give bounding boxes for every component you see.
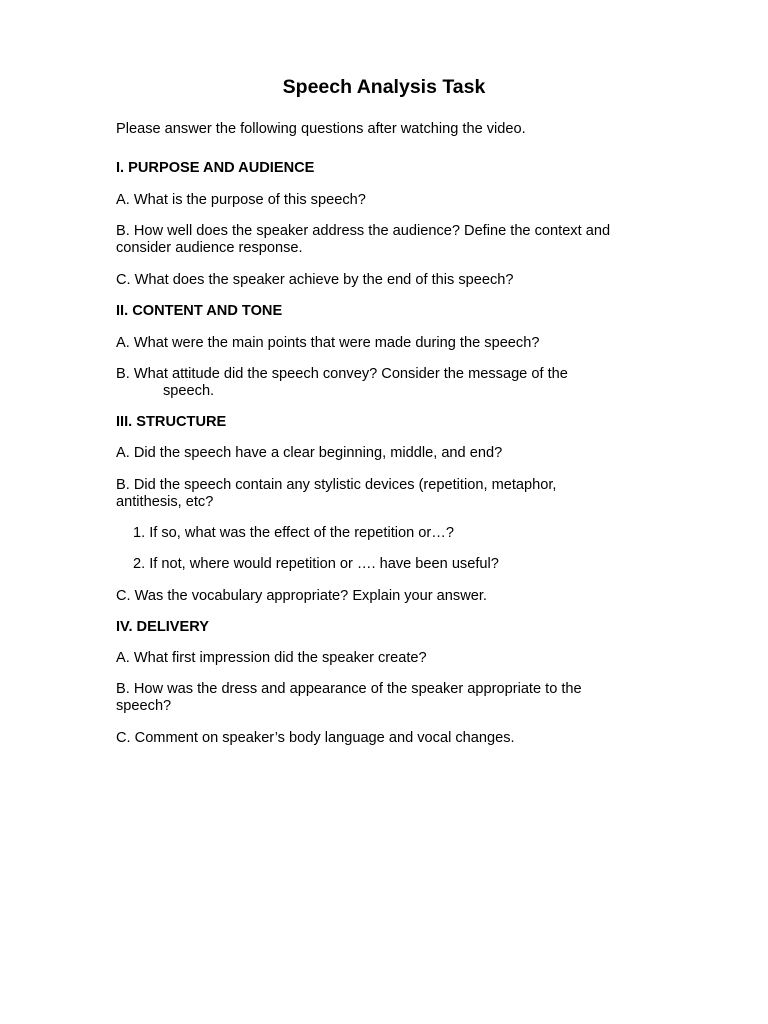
question-delivery-b-line2: speech?	[116, 698, 172, 714]
section-heading-structure: III. STRUCTURE	[116, 414, 227, 430]
section-heading-delivery: IV. DELIVERY	[116, 619, 209, 635]
question-content-a: A. What were the main points that were made during the speech?	[116, 335, 540, 351]
section-heading-content: II. CONTENT AND TONE	[116, 303, 283, 319]
question-delivery-a: A. What first impression did the speaker create?	[116, 650, 427, 666]
intro-text: Please answer the following questions after watching the video.	[116, 121, 526, 137]
question-structure-a: A. Did the speech have a clear beginning, middle, and end?	[116, 445, 503, 461]
question-purpose-c: C. What does the speaker achieve by the end of this speech?	[116, 272, 514, 288]
question-structure-sub2: 2. If not, where would repetition or …. have been useful?	[133, 556, 499, 572]
question-structure-c: C. Was the vocabulary appropriate? Explain your answer.	[116, 588, 487, 604]
question-structure-sub1: 1. If so, what was the effect of the repetition or…?	[133, 525, 454, 541]
question-structure-b-line1: B. Did the speech contain any stylistic devices (repetition, metaphor,	[116, 477, 557, 493]
question-content-b-line2: speech.	[163, 383, 215, 399]
question-purpose-a: A. What is the purpose of this speech?	[116, 192, 366, 208]
question-delivery-b-line1: B. How was the dress and appearance of the speaker appropriate to the	[116, 681, 582, 697]
question-delivery-c: C. Comment on speaker’s body language and vocal changes.	[116, 730, 515, 746]
question-content-b-line1: B. What attitude did the speech convey? Consider the message of the	[116, 366, 568, 382]
question-structure-b-line2: antithesis, etc?	[116, 494, 214, 510]
section-heading-purpose: I. PURPOSE AND AUDIENCE	[116, 160, 315, 176]
question-purpose-b-line1: B. How well does the speaker address the audience? Define the context and	[116, 223, 611, 239]
question-purpose-b-line2: consider audience response.	[116, 240, 303, 256]
document-title: Speech Analysis Task	[282, 76, 486, 98]
